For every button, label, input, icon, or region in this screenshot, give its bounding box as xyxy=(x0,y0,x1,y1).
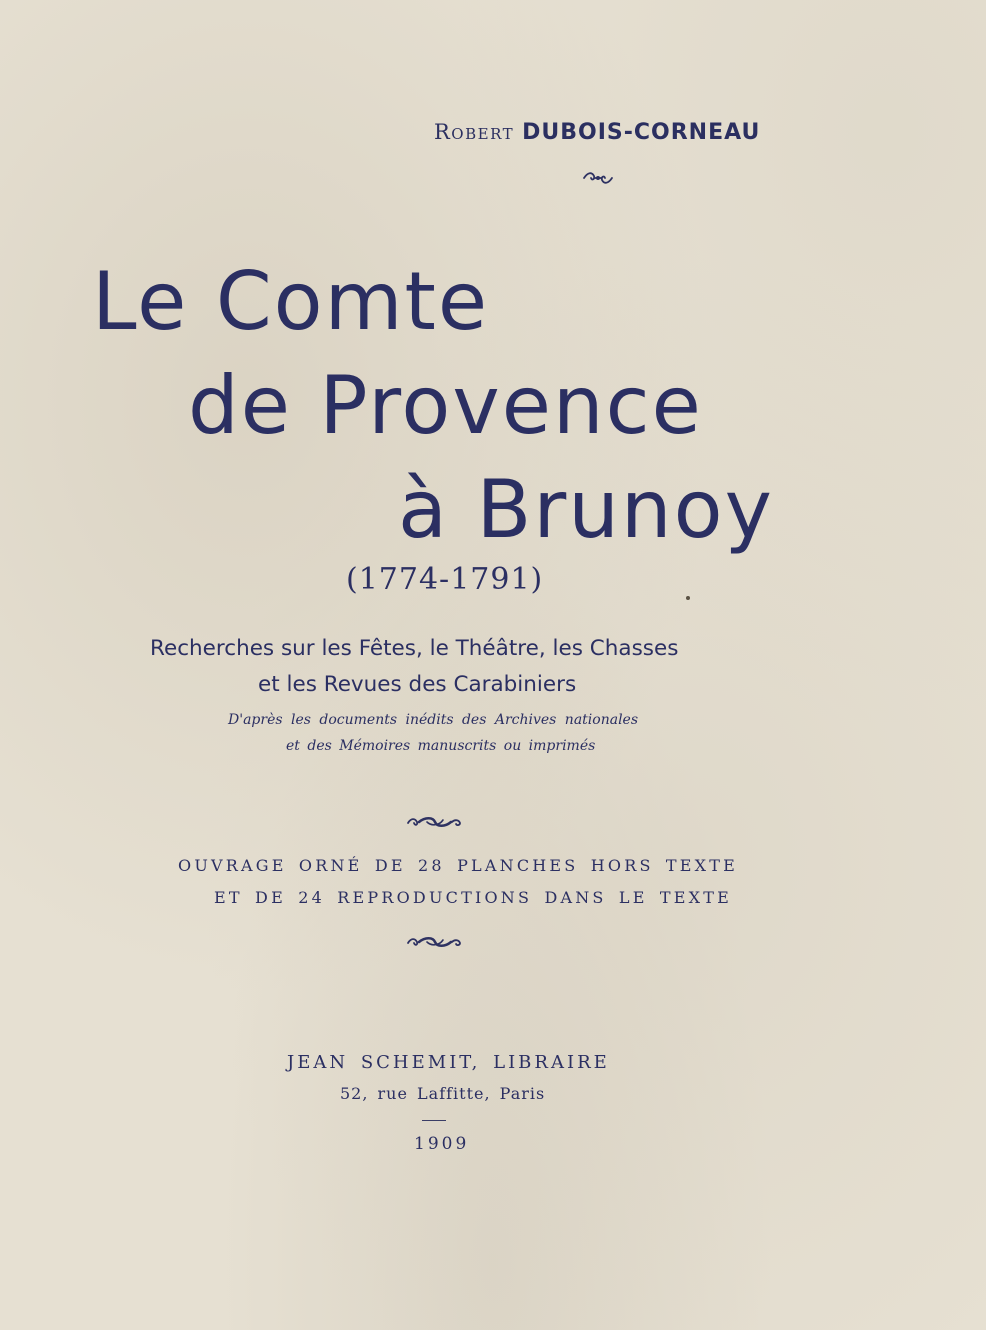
subtitle-line-3: D'après les documents inédits des Archives nationales xyxy=(228,712,639,728)
publisher-address: 52, rue Laffitte, Paris xyxy=(340,1084,546,1103)
title-line-1: Le Comte xyxy=(92,255,490,348)
title-dates: (1774-1791) xyxy=(346,562,544,597)
divider-rule xyxy=(422,1120,446,1121)
author-first-name: Robert xyxy=(434,120,515,144)
illustrations-line-2: ET DE 24 REPRODUCTIONS DANS LE TEXTE xyxy=(214,888,732,907)
title-line-3: à Brunoy xyxy=(398,463,774,556)
author-last-name: DUBOIS-CORNEAU xyxy=(522,120,761,145)
subtitle-line-1: Recherches sur les Fêtes, le Théâtre, les Chasses xyxy=(150,636,679,661)
illustrations-line-1: OUVRAGE ORNÉ DE 28 PLANCHES HORS TEXTE xyxy=(178,856,738,875)
publication-year: 1909 xyxy=(414,1134,470,1154)
title-line-2: de Provence xyxy=(188,359,703,452)
subtitle-line-2: et les Revues des Carabiniers xyxy=(258,672,577,697)
subtitle-line-4: et des Mémoires manuscrits ou imprimés xyxy=(286,738,596,754)
author-name xyxy=(434,120,760,145)
scroll-ornament-icon xyxy=(405,814,463,830)
scroll-ornament-icon xyxy=(405,934,463,950)
fleuron-icon xyxy=(582,170,614,186)
publisher-name: JEAN SCHEMIT, LIBRAIRE xyxy=(287,1052,610,1073)
paper-speck xyxy=(686,596,690,600)
